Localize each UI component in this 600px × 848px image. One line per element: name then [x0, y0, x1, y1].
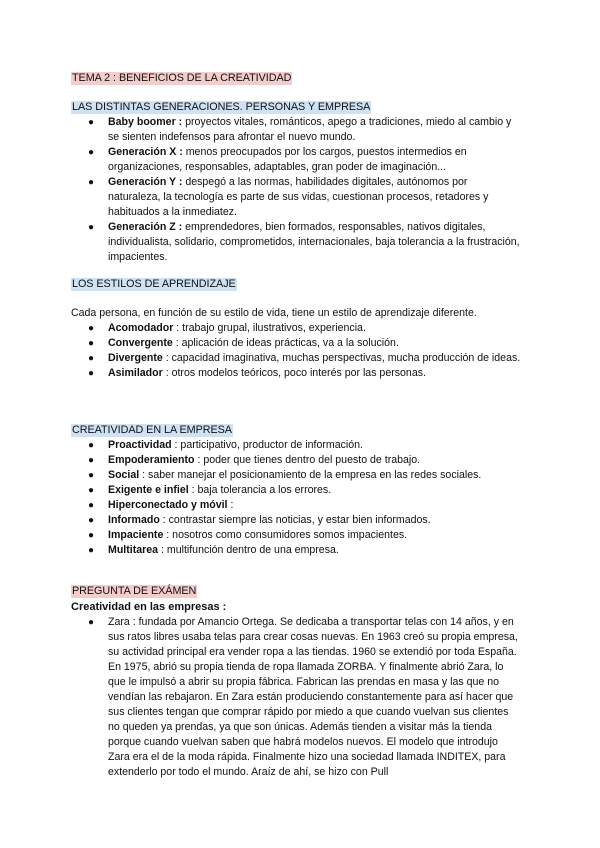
list-item [71, 615, 522, 780]
item-text: : multifunción dentro de una empresa. [158, 544, 339, 556]
creativity-company-list [71, 438, 522, 558]
learning-styles-list [71, 321, 522, 381]
bullet-icon: ● [88, 177, 95, 188]
item-term: Informado [108, 514, 160, 526]
item-term: Asimilador [108, 367, 163, 379]
list-item [71, 438, 522, 453]
list-item [71, 336, 522, 351]
item-term: Convergente [108, 337, 173, 349]
section-heading-generations: LAS DISTINTAS GENERACIONES. PERSONAS Y EMPRESA [72, 101, 371, 113]
list-item [71, 145, 522, 175]
section-heading-exam-question: PREGUNTA DE EXÁMEN [72, 585, 197, 597]
item-term: Impaciente [108, 529, 164, 541]
bullet-icon: ● [88, 617, 95, 628]
list-item [71, 528, 522, 543]
exam-paragraph: Zara : fundada por Amancio Ortega. Se dedicaba a transportar telas con 14 años, y en sus ratos libres usaba telas para crear cosas nuevas. En 1963 creó su propia empresa, su actividad principal era vender ropa a las tiendas. 1960 se extendió por toda España. En 1975, abrió su propia tienda de ropa llamada ZORBA. Y finalmente abrió Zara, lo que le impulsó a abrir su propia fábrica. Fabrican las prendas en masa y las que no vendían las rebajaron. En Zara están produciendo constantemente para así hacer que sus clientes tengan que comprar rápido por miedo a que cuando vuelvan sus clientes no queden ya prendas, ya que son únicas. Además tienden a visitar más la tienda porque cuando vuelvan saben que habrá modelos nuevos. El modelo que introdujo Zara era el de la moda rápida. Finalmente hizo una sociedad llamada INDITEX, para extenderlo por todo el mundo. Araíz de ahí, se hizo con Pull [108, 616, 518, 778]
list-item [71, 453, 522, 468]
section-heading-learning-styles: LOS ESTILOS DE APRENDIZAJE [72, 278, 236, 290]
item-term: Empoderamiento [108, 454, 195, 466]
bullet-icon: ● [88, 530, 95, 541]
list-item [71, 351, 522, 366]
list-item [71, 513, 522, 528]
section-heading-creativity-company: CREATIVIDAD EN LA EMPRESA [72, 424, 232, 436]
list-item [71, 321, 522, 336]
item-term: Proactividad [108, 439, 172, 451]
item-text: : contrastar siempre las noticias, y estar bien informados. [159, 514, 431, 526]
item-term: Divergente [108, 352, 163, 364]
item-text: : trabajo grupal, ilustrativos, experiencia. [173, 322, 366, 334]
list-item [71, 483, 522, 498]
list-item [71, 175, 522, 220]
item-term: Generación Z : [108, 221, 183, 233]
item-term: Acomodador [108, 322, 174, 334]
item-text: : capacidad imaginativa, muchas perspectivas, mucha producción de ideas. [162, 352, 521, 364]
bullet-icon: ● [88, 222, 95, 233]
bullet-icon: ● [88, 440, 95, 451]
bullet-icon: ● [88, 368, 95, 379]
generations-list [71, 115, 522, 265]
item-text: : baja tolerancia a los errores. [188, 484, 332, 496]
item-text: emprendedores, bien formados, responsables, nativos digitales, individualista, solidario, comprometidos, internacionales, baja tolerancia a la frustración, impacientes. [108, 221, 520, 263]
bullet-icon: ● [88, 515, 95, 526]
item-term: Hiperconectado y móvil [108, 499, 228, 511]
learning-styles-intro: Cada persona, en función de su estilo de vida, tiene un estilo de aprendizaje diferente. [71, 307, 477, 319]
item-term: Multitarea [108, 544, 159, 556]
item-text: : aplicación de ideas prácticas, va a la solución. [172, 337, 399, 349]
item-text: : participativo, productor de información. [171, 439, 363, 451]
item-text: : saber manejar el posicionamiento de la empresa en las redes sociales. [139, 469, 482, 481]
item-term: Baby boomer : [108, 116, 183, 128]
item-term: Exigente e infiel [108, 484, 189, 496]
item-text: menos preocupados por los cargos, puestos intermedios en organizaciones, responsables, adaptables, gran poder de imaginación... [108, 146, 467, 173]
bullet-icon: ● [88, 338, 95, 349]
item-text: despegó a las normas, habilidades digitales, autónomos por naturaleza, la tecnología es parte de sus vidas, cuestionan procesos, retadores y habituados a la inmediatez. [108, 176, 489, 218]
item-text: proyectos vitales, románticos, apego a tradiciones, miedo al cambio y se sienten indefensos para afrontar el nuevo mundo. [108, 116, 512, 143]
item-text: : [227, 499, 234, 511]
list-item [71, 468, 522, 483]
exam-subheading: Creatividad en las empresas : [71, 601, 227, 613]
item-term: Generación X : [108, 146, 183, 158]
bullet-icon: ● [88, 455, 95, 466]
bullet-icon: ● [88, 500, 95, 511]
item-term: Social [108, 469, 140, 481]
item-text: : poder que tienes dentro del puesto de trabajo. [194, 454, 421, 466]
bullet-icon: ● [88, 147, 95, 158]
list-item [71, 220, 522, 265]
bullet-icon: ● [88, 470, 95, 481]
bullet-icon: ● [88, 485, 95, 496]
bullet-icon: ● [88, 323, 95, 334]
item-text: : otros modelos teóricos, poco interés por las personas. [162, 367, 426, 379]
item-text: : nosotros como consumidores somos impacientes. [163, 529, 408, 541]
list-item [71, 543, 522, 558]
exam-list [71, 615, 522, 780]
bullet-icon: ● [88, 353, 95, 364]
list-item [71, 115, 522, 145]
list-item [71, 366, 522, 381]
bullet-icon: ● [88, 117, 95, 128]
bullet-icon: ● [88, 545, 95, 556]
item-term: Generación Y : [108, 176, 183, 188]
list-item [71, 498, 522, 513]
document-title: TEMA 2 : BENEFICIOS DE LA CREATIVIDAD [72, 72, 292, 84]
